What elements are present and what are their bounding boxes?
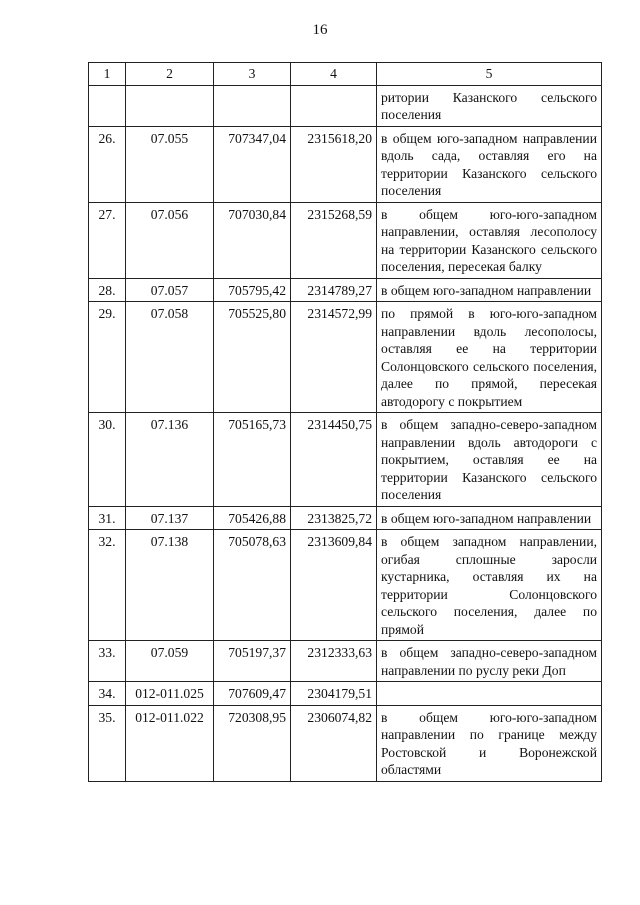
x-coordinate-cell bbox=[214, 85, 291, 126]
boundary-description-cell: в общем западно-северо-западном направлении по руслу реки Доп bbox=[377, 641, 602, 682]
point-number-cell: 26. bbox=[89, 126, 126, 202]
x-coordinate-cell: 705197,37 bbox=[214, 641, 291, 682]
boundary-description-cell: ритории Казанского сельского поселения bbox=[377, 85, 602, 126]
column-header: 3 bbox=[214, 63, 291, 86]
x-coordinate-cell: 705426,88 bbox=[214, 506, 291, 530]
y-coordinate-cell: 2314789,27 bbox=[291, 278, 377, 302]
y-coordinate-cell: 2313609,84 bbox=[291, 530, 377, 641]
boundary-description-cell: по прямой в юго-юго-западном направлении вдоль лесополосы, оставляя ее на территории Солонцовского сельского поселения, далее по прямой, пересекая автодорогу с покрытием bbox=[377, 302, 602, 413]
boundary-description-cell: в общем западном направлении, огибая сплошные заросли кустарника, оставляя их на территории Солонцовского сельского поселения, далее по прямой bbox=[377, 530, 602, 641]
table-row bbox=[89, 413, 602, 507]
point-code-cell: 012-011.025 bbox=[126, 682, 214, 706]
table-row bbox=[89, 506, 602, 530]
table-row bbox=[89, 202, 602, 278]
point-number-cell: 33. bbox=[89, 641, 126, 682]
boundary-description-cell: в общем юго-юго-западном направлении, оставляя лесополосу на территории Казанского сельского поселения, пересекая балку bbox=[377, 202, 602, 278]
point-code-cell bbox=[126, 85, 214, 126]
point-number-cell: 35. bbox=[89, 705, 126, 781]
point-number-cell: 28. bbox=[89, 278, 126, 302]
column-header: 5 bbox=[377, 63, 602, 86]
x-coordinate-cell: 707347,04 bbox=[214, 126, 291, 202]
x-coordinate-cell: 705165,73 bbox=[214, 413, 291, 507]
point-code-cell: 07.055 bbox=[126, 126, 214, 202]
y-coordinate-cell: 2315268,59 bbox=[291, 202, 377, 278]
y-coordinate-cell: 2315618,20 bbox=[291, 126, 377, 202]
table-row bbox=[89, 302, 602, 413]
x-coordinate-cell: 705525,80 bbox=[214, 302, 291, 413]
table-row bbox=[89, 641, 602, 682]
point-number-cell: 30. bbox=[89, 413, 126, 507]
table-row bbox=[89, 126, 602, 202]
y-coordinate-cell bbox=[291, 85, 377, 126]
point-number-cell: 34. bbox=[89, 682, 126, 706]
column-header: 4 bbox=[291, 63, 377, 86]
table-row bbox=[89, 85, 602, 126]
column-header: 2 bbox=[126, 63, 214, 86]
point-code-cell: 07.056 bbox=[126, 202, 214, 278]
y-coordinate-cell: 2313825,72 bbox=[291, 506, 377, 530]
table-row bbox=[89, 278, 602, 302]
boundary-description-cell: в общем западно-северо-западном направлении вдоль автодороги с покрытием, оставляя ее на территории Казанского сельского поселения bbox=[377, 413, 602, 507]
point-number-cell: 31. bbox=[89, 506, 126, 530]
boundary-description-cell: в общем юго-западном направлении вдоль сада, оставляя его на территории Казанского сельского поселения bbox=[377, 126, 602, 202]
table-header bbox=[89, 63, 602, 86]
page-number: 16 bbox=[312, 22, 328, 38]
boundary-points-table bbox=[88, 62, 602, 782]
point-code-cell: 07.137 bbox=[126, 506, 214, 530]
x-coordinate-cell: 720308,95 bbox=[214, 705, 291, 781]
point-number-cell: 27. bbox=[89, 202, 126, 278]
y-coordinate-cell: 2314450,75 bbox=[291, 413, 377, 507]
x-coordinate-cell: 705078,63 bbox=[214, 530, 291, 641]
table-row bbox=[89, 682, 602, 706]
point-number-cell: 29. bbox=[89, 302, 126, 413]
x-coordinate-cell: 707609,47 bbox=[214, 682, 291, 706]
point-code-cell: 07.136 bbox=[126, 413, 214, 507]
point-code-cell: 07.057 bbox=[126, 278, 214, 302]
x-coordinate-cell: 707030,84 bbox=[214, 202, 291, 278]
boundary-description-cell: в общем юго-западном направлении bbox=[377, 278, 602, 302]
boundary-description-cell: в общем юго-западном направлении bbox=[377, 506, 602, 530]
point-number-cell: 32. bbox=[89, 530, 126, 641]
point-number-cell bbox=[89, 85, 126, 126]
y-coordinate-cell: 2304179,51 bbox=[291, 682, 377, 706]
column-header: 1 bbox=[89, 63, 126, 86]
point-code-cell: 07.059 bbox=[126, 641, 214, 682]
boundary-description-cell: в общем юго-юго-западном направлении по границе между Ростовской и Воронежской областями bbox=[377, 705, 602, 781]
y-coordinate-cell: 2306074,82 bbox=[291, 705, 377, 781]
y-coordinate-cell: 2314572,99 bbox=[291, 302, 377, 413]
table-body bbox=[89, 85, 602, 781]
x-coordinate-cell: 705795,42 bbox=[214, 278, 291, 302]
table-row bbox=[89, 705, 602, 781]
table-row bbox=[89, 530, 602, 641]
boundary-description-cell bbox=[377, 682, 602, 706]
point-code-cell: 07.138 bbox=[126, 530, 214, 641]
point-code-cell: 07.058 bbox=[126, 302, 214, 413]
header-row bbox=[89, 63, 602, 86]
y-coordinate-cell: 2312333,63 bbox=[291, 641, 377, 682]
point-code-cell: 012-011.022 bbox=[126, 705, 214, 781]
